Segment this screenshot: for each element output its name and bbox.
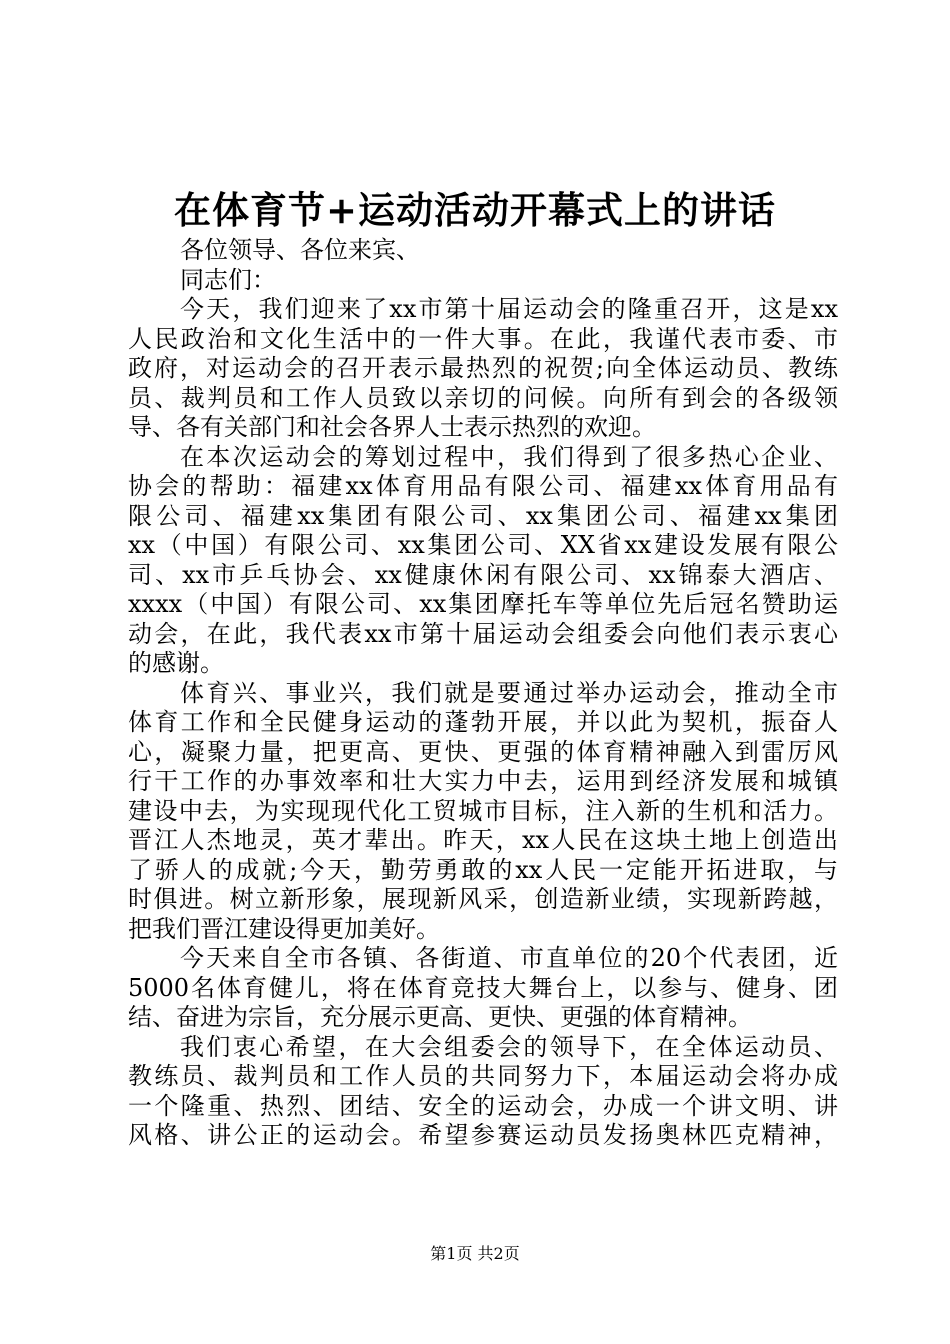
text-line: xxxx（中国）有限公司、xx集团摩托车等单位先后冠名赞助运 [128,590,838,618]
text-line: 把我们晋江建设得更加美好。 [128,914,440,943]
text-line: 体育兴、事业兴，我们就是要通过举办运动会，推动全市 [180,678,838,707]
text-line: 5000名体育健儿，将在体育竞技大舞台上，以参与、健身、团 [128,973,838,1002]
text-line: 时俱进。树立新形象，展现新风采，创造新业绩，实现新跨越， [128,885,838,913]
text-line: 人民政治和文化生活中的一件大事。在此，我谨代表市委、市 [128,324,838,353]
page-footer: 第1页 共2页 [430,1244,520,1263]
text-line: 限公司、福建xx集团有限公司、xx集团公司、福建xx集团 [128,501,838,530]
text-line: 的感谢。 [128,649,224,677]
text-line: 今天，我们迎来了xx市第十届运动会的隆重召开，这是xx [180,295,838,323]
text-line: 风格、讲公正的运动会。希望参赛运动员发扬奥林匹克精神， [128,1121,838,1149]
text-line: 体育工作和全民健身运动的蓬勃开展，并以此为契机，振奋人 [128,708,838,736]
text-line: 我们衷心希望，在大会组委会的领导下，在全体运动员、 [180,1032,838,1061]
document-title: 在体育节+运动活动开幕式上的讲话 [173,188,776,232]
text-line: 行干工作的办事效率和壮大实力中去，运用到经济发展和城镇 [128,767,838,795]
document-body [128,236,838,1151]
text-line: 建设中去，为实现现代化工贸城市目标，注入新的生机和活力。 [128,796,838,825]
text-line: 员、裁判员和工作人员致以亲切的问候。向所有到会的各级领 [128,383,838,412]
text-line: 一个隆重、热烈、团结、安全的运动会，办成一个讲文明、讲 [128,1091,838,1120]
text-line: 结、奋进为宗旨，充分展示更高、更快、更强的体育精神。 [128,1003,752,1031]
text-line: 教练员、裁判员和工作人员的共同努力下，本届运动会将办成 [128,1062,838,1090]
text-line: 各位领导、各位来宾、 [180,236,420,264]
text-line: 了骄人的成就;今天，勤劳勇敢的xx人民一定能开拓进取，与 [128,855,838,884]
text-line: 同志们： [180,265,276,294]
text-line: 协会的帮助：福建xx体育用品有限公司、福建xx体育用品有 [128,472,838,500]
text-line: 心，凝聚力量，把更高、更快、更强的体育精神融入到雷厉风 [128,737,838,766]
text-line: 司、xx市乒乓协会、xx健康休闲有限公司、xx锦泰大酒店、 [128,560,838,589]
text-line: xx（中国）有限公司、xx集团公司、XX省xx建设发展有限公 [128,531,838,559]
text-line: 在本次运动会的筹划过程中，我们得到了很多热心企业、 [180,442,838,471]
text-line: 今天来自全市各镇、各街道、市直单位的20个代表团，近 [180,944,838,972]
text-line: 导、各有关部门和社会各界人士表示热烈的欢迎。 [128,413,656,441]
text-line: 政府，对运动会的召开表示最热烈的祝贺;向全体运动员、教练 [128,354,838,382]
text-line: 晋江人杰地灵，英才辈出。昨天，xx人民在这块土地上创造出 [128,826,838,854]
text-line: 动会，在此，我代表xx市第十届运动会组委会向他们表示衷心 [128,619,838,648]
